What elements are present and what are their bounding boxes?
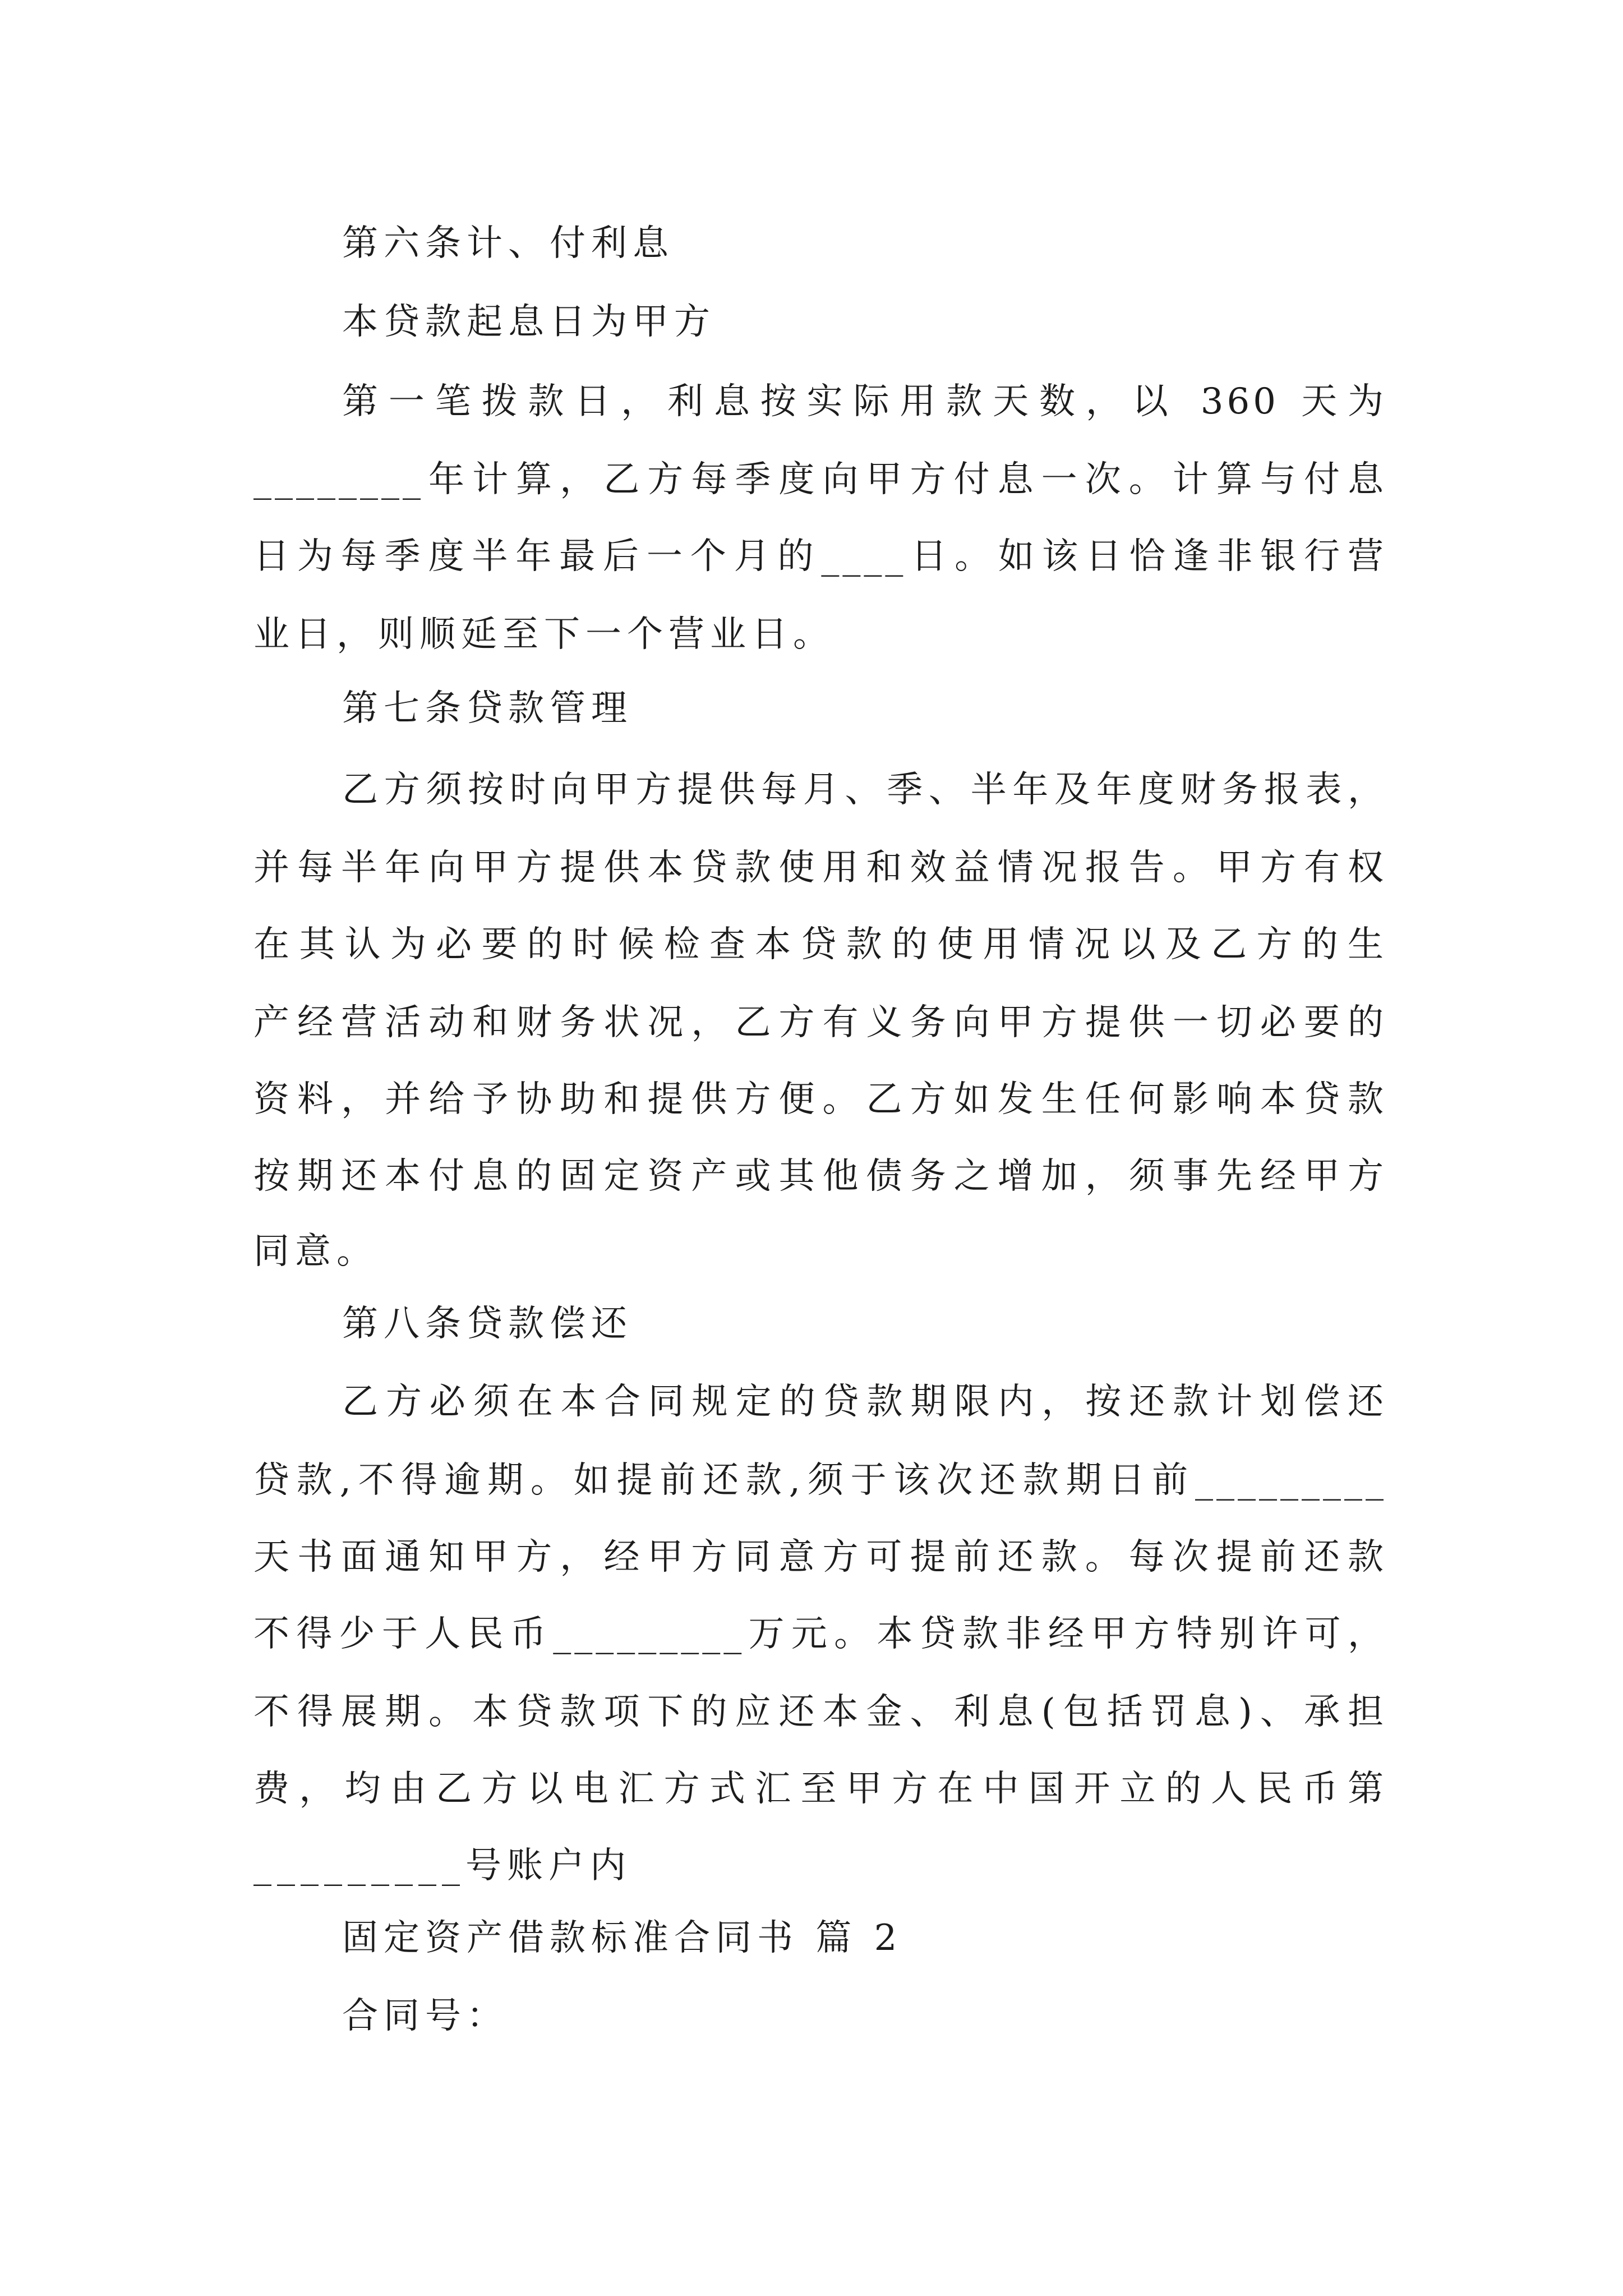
- paragraph-line: 产经营活动和财务状况，乙方有义务向甲方提供一切必要的: [253, 1002, 1387, 1043]
- paragraph-line: 按期还本付息的固定资产或其他债务之增加，须事先经甲方: [253, 1156, 1387, 1197]
- paragraph-line: 不得展期。本贷款项下的应还本金、利息(包括罚息)、承担: [253, 1691, 1387, 1733]
- paragraph-line: 天书面通知甲方，经甲方同意方可提前还款。每次提前还款: [253, 1536, 1387, 1578]
- article-8-heading-text: 第八条贷款偿还: [342, 1303, 633, 1345]
- paragraph-line: 费，均由乙方以电汇方式汇至甲方在中国开立的人民币第: [253, 1768, 1387, 1810]
- paragraph-line: 不得少于人民币_________万元。本贷款非经甲方特别许可，: [253, 1613, 1387, 1655]
- article-7-heading-text: 第七条贷款管理: [342, 688, 633, 729]
- paragraph-line: 日为每季度半年最后一个月的____日。如该日恰逢非银行营: [253, 536, 1387, 577]
- paragraph-line: 并每半年向甲方提供本贷款使用和效益情况报告。甲方有权: [253, 847, 1387, 889]
- paragraph-line: 乙方须按时向甲方提供每月、季、半年及年度财务报表，: [342, 769, 1387, 811]
- paragraph-line: 在其认为必要的时候检查本贷款的使用情况以及乙方的生: [253, 924, 1387, 965]
- paragraph-line: 贷款,不得逾期。如提前还款,须于该次还款期日前_________: [253, 1460, 1387, 1501]
- paragraph-line: _________号账户内: [253, 1845, 631, 1887]
- paragraph-line: 资料，并给予协助和提供方便。乙方如发生任何影响本贷款: [253, 1079, 1387, 1120]
- contract-number-label: 合同号：: [342, 1995, 508, 2037]
- document-title-text: 固定资产借款标准合同书 篇 2: [342, 1917, 903, 1959]
- paragraph-line: ________年计算，乙方每季度向甲方付息一次。计算与付息: [253, 459, 1387, 500]
- paragraph-line: 业日，则顺延至下一个营业日。: [253, 614, 834, 655]
- article-6-heading-text: 第六条计、付利息: [342, 223, 674, 264]
- paragraph-line: 本贷款起息日为甲方: [342, 301, 716, 343]
- paragraph-line: 第一笔拨款日，利息按实际用款天数，以 360 天为: [342, 381, 1387, 422]
- paragraph-line: 乙方必须在本合同规定的贷款期限内，按还款计划偿还: [342, 1381, 1387, 1423]
- paragraph-line: 同意。: [253, 1231, 378, 1272]
